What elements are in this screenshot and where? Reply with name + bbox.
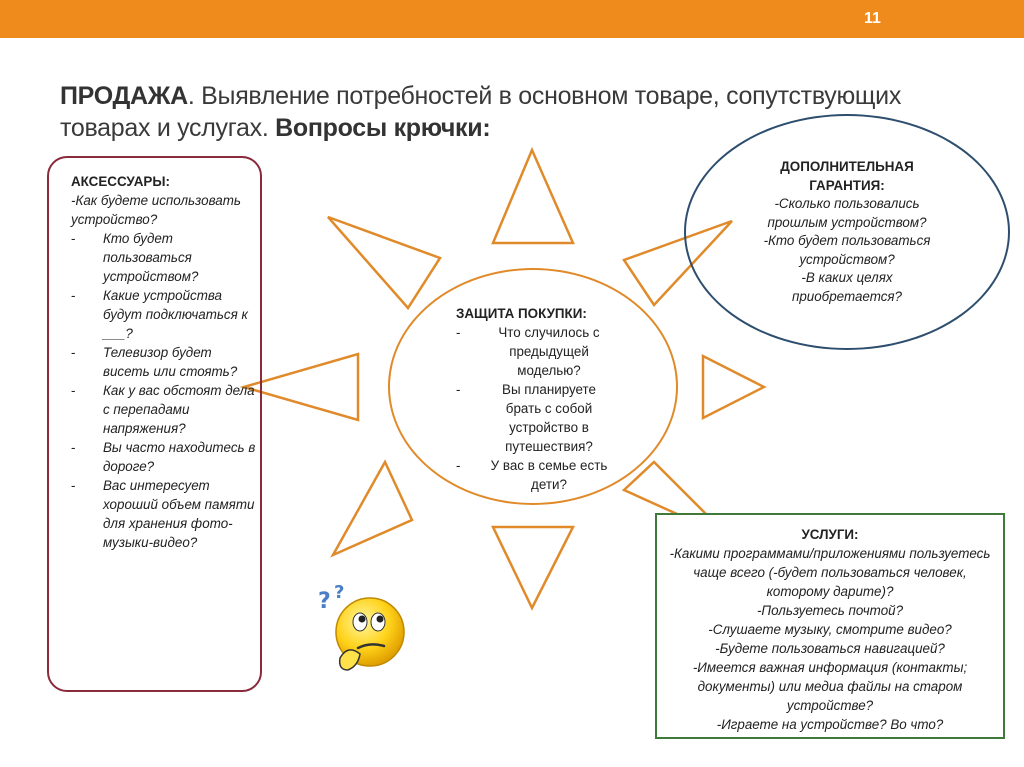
warranty-heading: ДОПОЛНИТЕЛЬНАЯ ГАРАНТИЯ:	[780, 159, 914, 193]
list-item: -Имеется важная информация (контакты; документы) или медиа файлы на старом устройстве?	[692, 660, 968, 713]
list-item: -Пользуетесь почтой?	[756, 603, 904, 618]
list-item: -Кто будет пользоваться устройством?	[763, 233, 931, 267]
list-item: - Вас интересует хороший объем памяти для хранения фото-музыки-видео?	[71, 478, 255, 550]
list-item: -Как будете использовать устройство?	[71, 193, 241, 227]
sun-ray-top-left	[328, 217, 440, 308]
list-item: - Что случилось с предыдущей моделью?	[456, 325, 600, 378]
list-item: -Играете на устройстве? Во что?	[716, 717, 944, 732]
services-heading: УСЛУГИ:	[801, 527, 859, 542]
title-sale: ПРОДАЖА	[60, 82, 188, 110]
list-item: - Как у вас обстоят дела с перепадами напряжения?	[71, 383, 255, 436]
list-item: - Телевизор будет висеть или стоять?	[71, 345, 238, 379]
list-item: - Вы часто находитесь в дороге?	[71, 440, 256, 474]
list-item: - Вы планируете брать с собой устройство в путешествия?	[456, 382, 596, 454]
purchase-protection-circle	[388, 268, 678, 505]
title-main: . Выявление потребностей в основном товаре, сопутствующих товарах и услугах.	[60, 82, 902, 142]
list-item: - Кто будет пользоваться устройством?	[71, 231, 199, 284]
list-item: - У вас в семье есть дети?	[456, 458, 608, 492]
list-item: -Слушаете музыку, смотрите видео?	[708, 622, 952, 637]
protection-heading: ЗАЩИТА ПОКУПКИ:	[456, 306, 587, 321]
sun-ray-right	[703, 356, 764, 418]
svg-text:?: ?	[334, 582, 345, 603]
svg-text:?: ?	[318, 589, 331, 614]
thinking-smiley-icon	[314, 580, 414, 680]
list-item: -В каких целях приобретается?	[791, 270, 903, 304]
list-item: - Какие устройства будут подключаться к ___?	[71, 288, 248, 341]
slide-number: 11	[864, 10, 881, 27]
list-item: -Будете пользоваться навигацией?	[715, 641, 945, 656]
accessories-heading: АКСЕССУАРЫ:	[71, 174, 170, 189]
list-item: -Сколько пользовались прошлым устройством?	[767, 196, 927, 230]
sun-ray-top	[493, 150, 573, 243]
title-hooks: Вопросы крючки:	[275, 114, 491, 142]
services-box	[655, 513, 1005, 739]
warranty-oval	[684, 114, 1010, 350]
accessories-box	[47, 156, 262, 692]
sun-ray-bottom	[493, 527, 573, 608]
list-item: -Какими программами/приложениями пользуетесь чаще всего (-будет пользоваться человек, которому дарите)?	[669, 546, 991, 599]
